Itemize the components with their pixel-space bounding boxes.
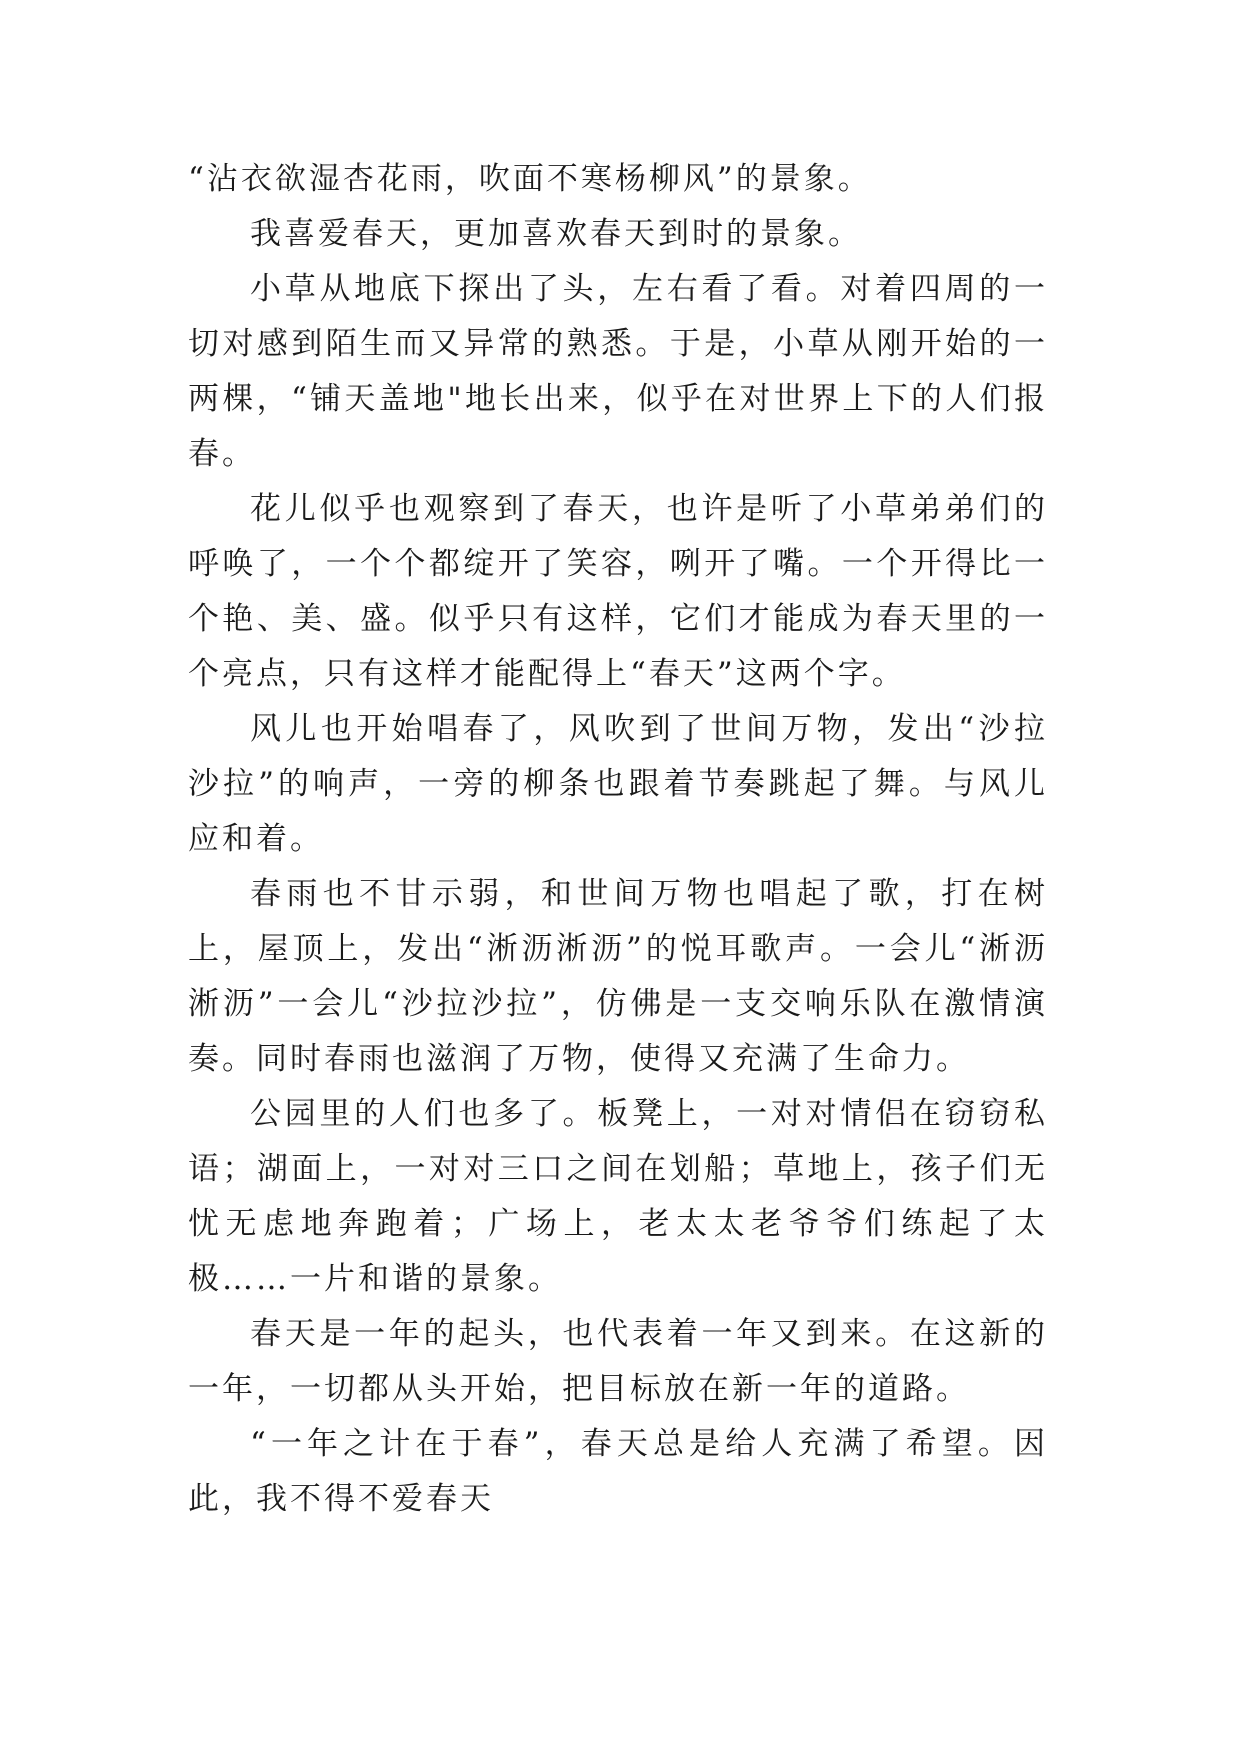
paragraph-8: 春天是一年的起头，也代表着一年又到来。在这新的一年，一切都从头开始，把目标放在新一年的道路。 (188, 1316, 1048, 1407)
paragraph-6: 春雨也不甘示弱，和世间万物也唱起了歌，打在树上，屋顶上，发出“淅沥淅沥”的悦耳歌声。一会儿“淅沥淅沥”一会儿“沙拉沙拉”，仿佛是一支交响乐队在激情演奏。同时春雨也滋润了万物，使得又充满了生命力。 (188, 876, 1048, 1077)
paragraph-2: 我喜爱春天，更加喜欢春天到时的景象。 (250, 216, 862, 252)
paragraph-7: 公园里的人们也多了。板凳上，一对对情侣在窃窃私语；湖面上，一对对三口之间在划船；草地上，孩子们无忧无虑地奔跑着；广场上，老太太老爷爷们练起了太极……一片和谐的景象。 (188, 1096, 1048, 1297)
paragraph-4: 花儿似乎也观察到了春天，也许是听了小草弟弟们的呼唤了，一个个都绽开了笑容，咧开了嘴。一个开得比一个艳、美、盛。似乎只有这样，它们才能成为春天里的一个亮点，只有这样才能配得上“春天”这两个字。 (188, 491, 1048, 692)
body-text (188, 152, 1048, 1527)
paragraph-3: 小草从地底下探出了头，左右看了看。对着四周的一切对感到陌生而又异常的熟悉。于是，小草从刚开始的一两棵，“铺天盖地"地长出来，似乎在对世界上下的人们报春。 (188, 271, 1048, 472)
paragraph-1: “沾衣欲湿杏花雨，吹面不寒杨柳风”的景象。 (188, 161, 872, 197)
paragraph-5: 风儿也开始唱春了，风吹到了世间万物，发出“沙拉沙拉”的响声，一旁的柳条也跟着节奏跳起了舞。与风儿应和着。 (188, 711, 1048, 857)
paragraph-9: “一年之计在于春”，春天总是给人充满了希望。因此，我不得不爱春天 (188, 1426, 1048, 1517)
